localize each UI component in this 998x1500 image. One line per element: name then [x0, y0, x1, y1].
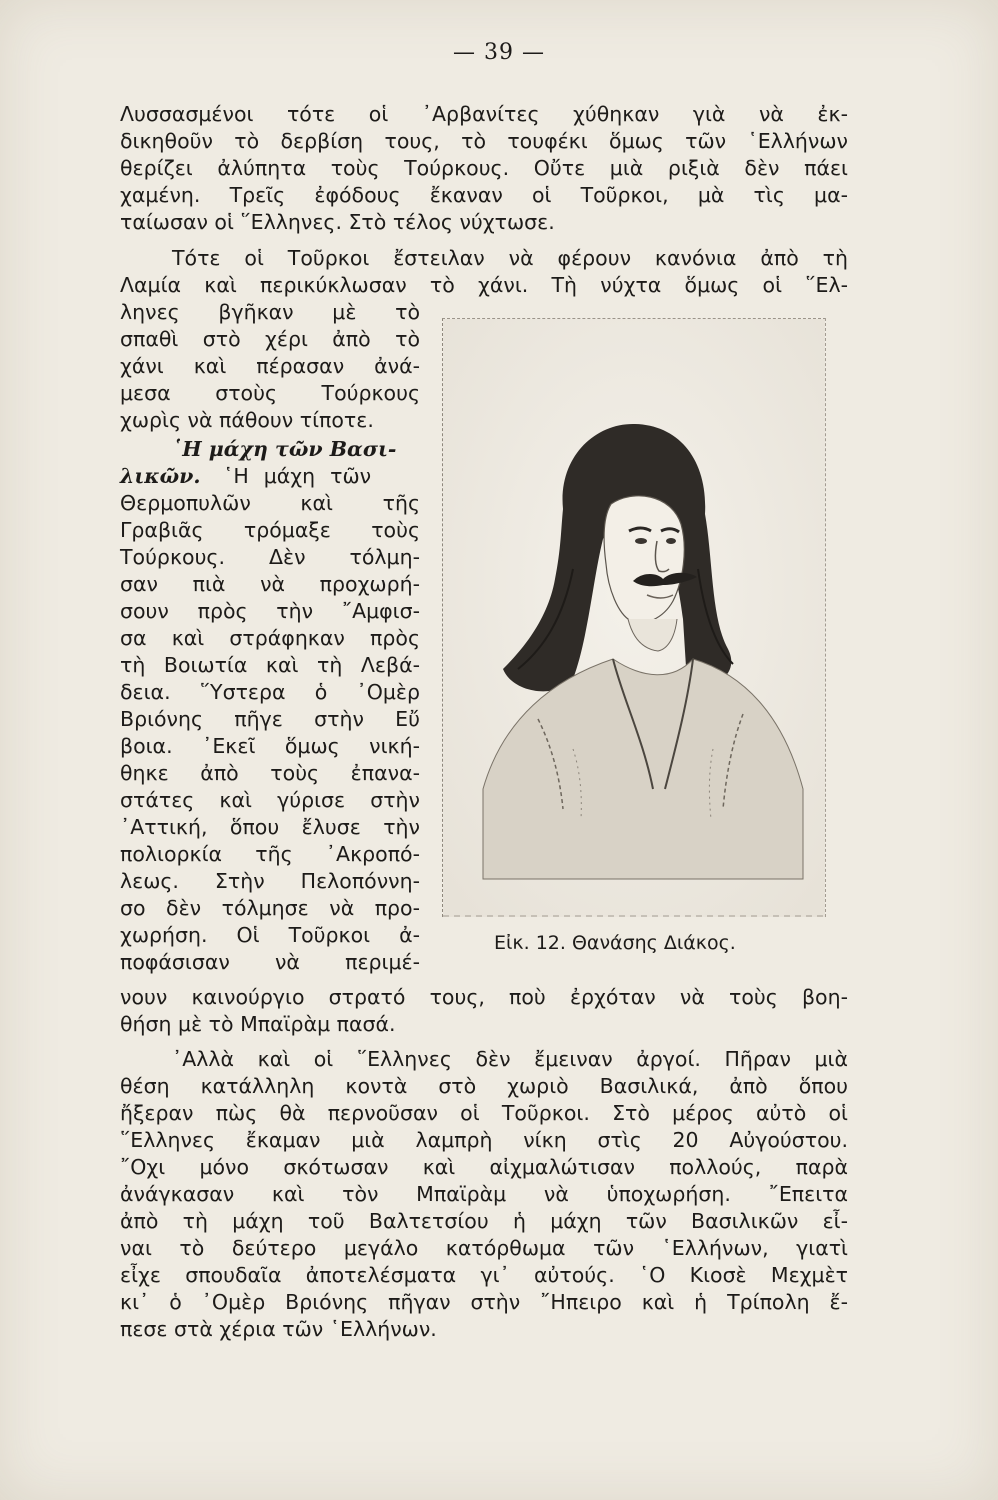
text-line: ῞Ελληνες ἔκαμαν μιὰ λαμπρὴ νίκη στὶς 20 Αὐγούστου.: [120, 1128, 848, 1152]
text-line: ᾽Αλλὰ καὶ οἱ ῞Ελληνες δὲν ἔμειναν ἀργοί. Πῆραν μιὰ: [172, 1047, 848, 1071]
text-line: χωρήση. Οἱ Τοῦρκοι ἀ-: [120, 923, 420, 947]
text-line: στάτες καὶ γύρισε στὴν: [120, 788, 420, 812]
text-line: δεια. ῞Υστερα ὁ ᾽Ομὲρ: [120, 680, 420, 704]
text-line: χάνι καὶ πέρασαν ἀνά-: [120, 354, 420, 378]
text-line: Λαμία καὶ περικύκλωσαν τὸ χάνι. Τὴ νύχτα ὅμως οἱ ῞Ελ-: [120, 273, 848, 297]
text-line: ῾Η μάχη τῶν: [223, 464, 372, 488]
text-line: σαν πιὰ νὰ προχωρή-: [120, 572, 420, 596]
text-line: χωρὶς νὰ πάθουν τίποτε.: [120, 408, 374, 432]
text-line: θηκε ἀπὸ τοὺς ἐπανα-: [120, 761, 420, 785]
text-line: σπαθὶ στὸ χέρι ἀπὸ τὸ: [120, 327, 420, 351]
text-line: ἀνάγκασαν καὶ τὸν Μπαϊρὰμ νὰ ὑποχωρήση. ῎Επειτα: [120, 1182, 848, 1206]
text-line: Θερμοπυλῶν καὶ τῆς: [120, 491, 420, 515]
text-line: Τότε οἱ Τοῦρκοι ἔστειλαν νὰ φέρουν κανόνια ἀπὸ τὴ: [172, 246, 848, 270]
section-heading-end: λικῶν.: [120, 464, 201, 488]
text-line: σα καὶ στράφηκαν πρὸς: [120, 626, 420, 650]
text-line: λεως. Στὴν Πελοπόννη-: [120, 869, 420, 893]
text-line: θερίζει ἀλύπητα τοὺς Τούρκους. Οὔτε μιὰ ριξιὰ δὲν πάει: [120, 156, 848, 180]
text-line: ληνες βγῆκαν μὲ τὸ: [120, 300, 420, 324]
text-line: μεσα στοὺς Τούρκους: [120, 381, 420, 405]
text-line: εἶχε σπουδαῖα ἀποτελέσματα γι᾽ αὐτούς. ῾Ο Κιοσὲ Μεχμὲτ: [120, 1263, 848, 1287]
text-line: δικηθοῦν τὸ δερβίση τους, τὸ τουφέκι ὅμως τῶν ῾Ελλήνων: [120, 129, 848, 153]
portrait-image: [443, 319, 825, 917]
text-line: τὴ Βοιωτία καὶ τὴ Λεβά-: [120, 653, 420, 677]
text-line: θήση μὲ τὸ Μπαϊρὰμ πασά.: [120, 1012, 396, 1036]
text-line: Γραβιᾶς τρόμαξε τοὺς: [120, 518, 420, 542]
text-line: κι᾽ ὁ ᾽Ομὲρ Βριόνης πῆγαν στὴν ῎Ηπειρο καὶ ἡ Τρίπολη ἔ-: [120, 1290, 848, 1314]
text-line: Βριόνης πῆγε στὴν Εὔ: [120, 707, 420, 731]
section-heading: ῾Η μάχη τῶν Βασι-: [172, 437, 397, 461]
text-line: ἤξεραν πὼς θὰ περνοῦσαν οἱ Τοῦρκοι. Στὸ μέρος αὐτὸ οἱ: [120, 1101, 848, 1125]
text-line: Λυσσασμένοι τότε οἱ ᾽Αρβανίτες χύθηκαν γιὰ νὰ ἐκ-: [120, 102, 848, 126]
figure-caption: Εἰκ. 12. Θανάσης Διάκος.: [494, 932, 736, 954]
text-line: χαμένη. Τρεῖς ἐφόδους ἔκαναν οἱ Τοῦρκοι, μὰ τὶς μα-: [120, 183, 848, 207]
text-line: ἀπὸ τὴ μάχη τοῦ Βαλτετσίου ἡ μάχη τῶν Βασιλικῶν εἶ-: [120, 1209, 848, 1233]
text-line: ῎Οχι μόνο σκότωσαν καὶ αἰχμαλώτισαν πολλούς, παρὰ: [120, 1155, 848, 1179]
text-line: πεσε στὰ χέρια τῶν ῾Ελλήνων.: [120, 1317, 437, 1341]
text-line: σο δὲν τόλμησε νὰ προ-: [120, 896, 420, 920]
portrait-figure: [442, 318, 826, 917]
text-line: πολιορκία τῆς ᾽Ακροπό-: [120, 842, 420, 866]
text-line: νουν καινούργιο στρατό τους, ποὺ ἐρχόταν νὰ τοὺς βοη-: [120, 985, 848, 1009]
text-line: ᾽Αττική, ὅπου ἔλυσε τὴν: [120, 815, 420, 839]
text-line: βοια. ᾽Εκεῖ ὅμως νική-: [120, 734, 420, 758]
page-number: — 39 —: [453, 40, 545, 65]
text-line: ποφάσισαν νὰ περιμέ-: [120, 950, 420, 974]
text-line: ταίωσαν οἱ ῞Ελληνες. Στὸ τέλος νύχτωσε.: [120, 210, 555, 234]
heading-line: [120, 463, 420, 490]
text-line: σουν πρὸς τὴν ῎Αμφισ-: [120, 599, 420, 623]
text-line: ναι τὸ δεύτερο μεγάλο κατόρθωμα τῶν ῾Ελλήνων, γιατὶ: [120, 1236, 848, 1260]
text-line: θέση κατάλληλη κοντὰ στὸ χωριὸ Βασιλικά, ἀπὸ ὅπου: [120, 1074, 848, 1098]
text-line: Τούρκους. Δὲν τόλμη-: [120, 545, 420, 569]
